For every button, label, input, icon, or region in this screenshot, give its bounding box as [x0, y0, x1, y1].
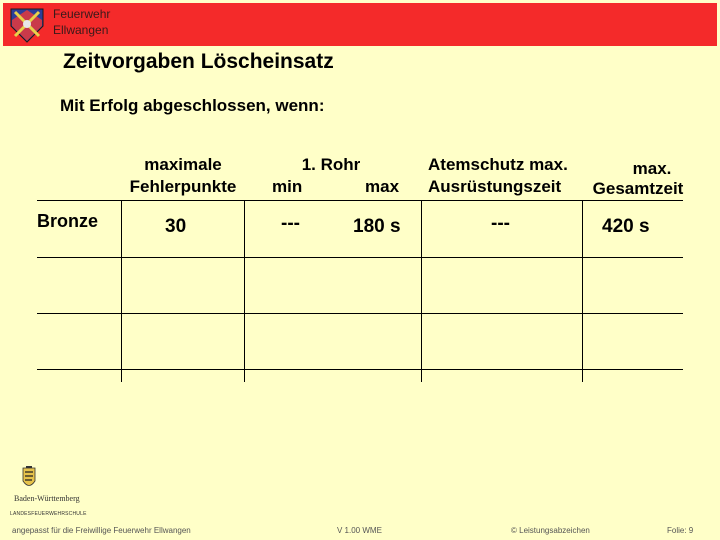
footer-adapted-note: angepasst für die Freiwillige Feuerwehr Ellwangen — [12, 526, 191, 535]
row-label-bronze: Bronze — [37, 211, 99, 231]
footer-copyright: © Leistungsabzeichen — [511, 526, 590, 535]
col-header-rohr-max: max — [365, 177, 400, 196]
table-column-rule — [121, 200, 122, 382]
col-header-gesamt-line2: Gesamtzeit — [592, 179, 684, 198]
cell-rohr-min: --- — [281, 213, 300, 234]
footer-version: V 1.00 WME — [337, 526, 382, 535]
org-name-line1: Feuerwehr — [53, 7, 111, 21]
col-header-fehler-line1: maximale — [144, 155, 222, 174]
col-header-gesamt-line1: max. — [632, 159, 672, 178]
col-header-atem-line2: Ausrüstungszeit — [428, 177, 562, 196]
col-header-atem-line1: Atemschutz max. — [428, 155, 568, 174]
table-header-rule — [37, 200, 683, 201]
cell-gesamtzeit: 420 s — [602, 216, 650, 237]
col-header-rohr-line1: 1. Rohr — [301, 155, 361, 174]
ellwangen-crest-icon — [7, 6, 47, 44]
page-title: Zeitvorgaben Löscheinsatz — [63, 50, 334, 73]
table-row-rule — [37, 369, 683, 370]
header-bar — [3, 3, 717, 46]
org-name-line2: Ellwangen — [53, 23, 109, 37]
state-logo-name: Baden-Württemberg — [14, 494, 80, 503]
table-column-rule — [244, 200, 245, 382]
cell-atemschutz: --- — [491, 213, 510, 234]
cell-fehlerpunkte: 30 — [165, 216, 187, 237]
baden-wuerttemberg-lions-icon — [20, 466, 38, 492]
page-subtitle: Mit Erfolg abgeschlossen, wenn: — [60, 96, 325, 115]
col-header-rohr-min: min — [272, 177, 303, 196]
table-row-rule — [37, 257, 683, 258]
footer-slide-number: Folie: 9 — [667, 526, 694, 535]
table-column-rule — [582, 200, 583, 382]
cell-rohr-max: 180 s — [353, 216, 401, 237]
table-column-rule — [421, 200, 422, 382]
table-row-rule — [37, 313, 683, 314]
col-header-fehler-line2: Fehlerpunkte — [129, 177, 237, 196]
state-logo-subtitle: LANDESFEUERWEHRSCHULE — [10, 511, 87, 517]
